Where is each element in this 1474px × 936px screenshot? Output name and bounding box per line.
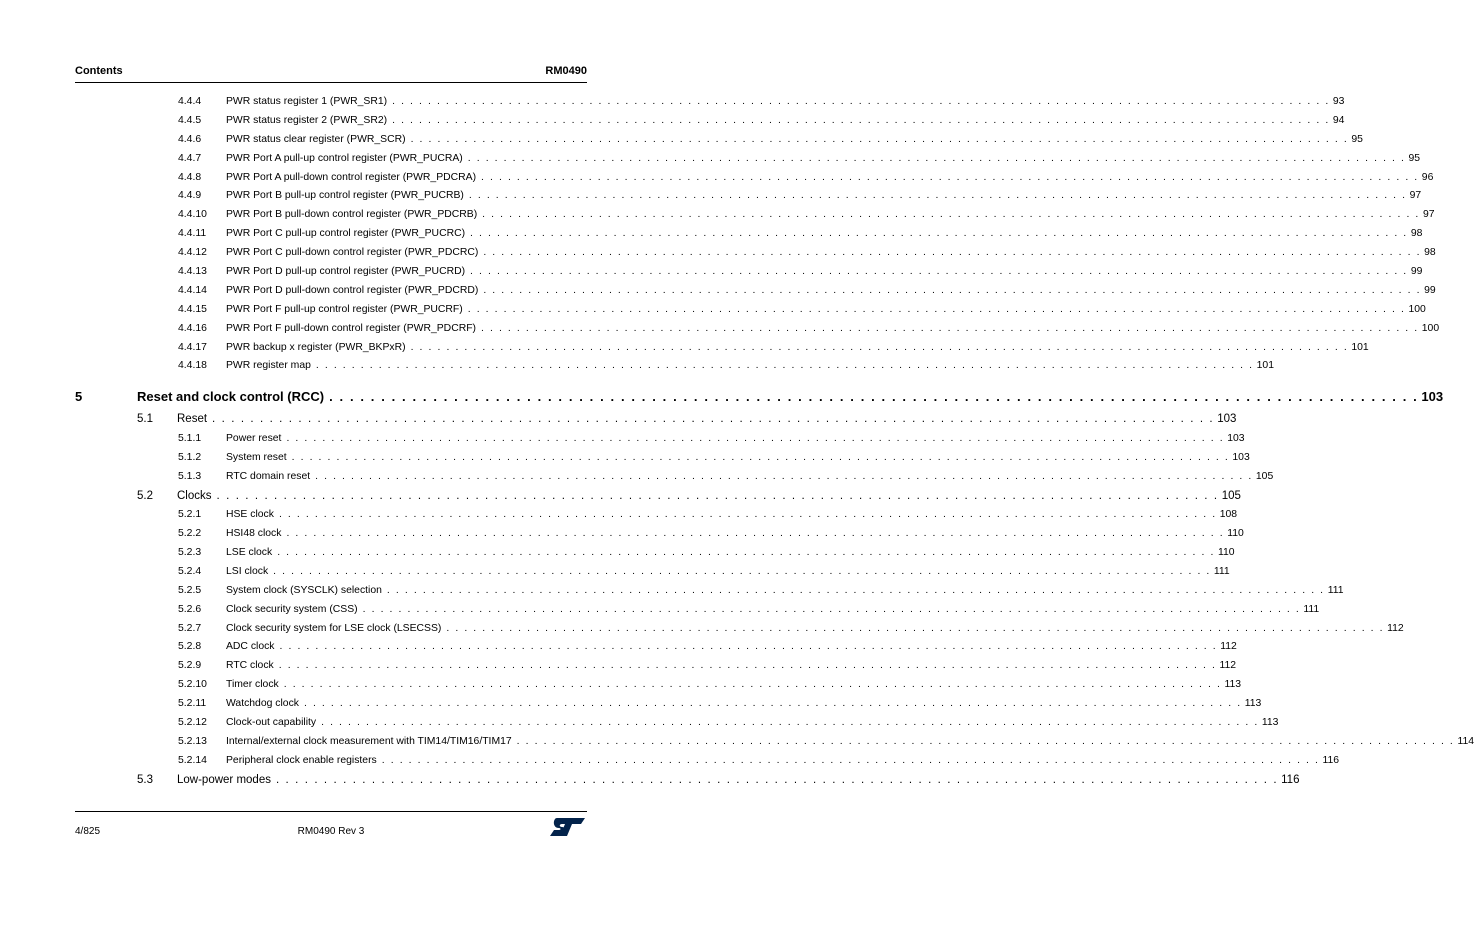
toc-entry-page: 103 [1227,432,1245,444]
toc-entry[interactable] [0,717,1279,736]
toc-entry[interactable] [0,565,1230,585]
toc-entry[interactable] [0,284,1436,304]
toc-entry-page: 95 [1351,133,1363,145]
toc-entry-title: PWR Port F pull-down control register (PWR_PDCRF) [226,322,477,334]
toc-entry-number: 4.4.17 [178,341,207,353]
toc-entry-page: 103 [1421,389,1444,405]
toc-entry[interactable] [0,171,1434,191]
toc-entry[interactable] [0,360,1274,379]
toc-entry-number: 4.4.13 [178,266,207,278]
toc-entry-page: 113 [1224,679,1242,691]
toc-dot-leader [273,566,1211,577]
toc-entry-page: 105 [1221,489,1241,502]
toc-entry-title: PWR backup x register (PWR_BKPxR) [226,341,406,353]
toc-entry-number: 4.4.9 [178,190,202,202]
toc-entry[interactable] [0,209,1435,228]
toc-entry-title: Clock security system (CSS) [226,603,358,615]
toc-entry-page: 101 [1351,341,1369,353]
header-divider [75,82,587,83]
toc-entry-page: 94 [1332,114,1345,126]
toc-dot-leader [329,389,1418,404]
toc-entry[interactable] [0,641,1237,660]
toc-entry-number: 4.4.18 [178,360,207,372]
toc-dot-leader [286,528,1224,539]
toc-entry-page: 112 [1219,660,1237,672]
toc-entry-number: 5.1.3 [178,470,202,482]
toc-entry-title: System clock (SYSCLK) selection [226,584,382,596]
header-section-title: Contents [75,65,123,77]
toc-dot-leader [411,342,1349,353]
toc-entry-title: PWR Port A pull-up control register (PWR_PUCRA) [226,152,463,164]
toc-entry-page: 99 [1410,266,1423,278]
toc-entry[interactable] [0,432,1245,452]
toc-entry-title: RTC domain reset [226,470,311,482]
toc-dot-leader [217,490,1219,502]
toc-entry-page: 96 [1421,171,1434,183]
toc-entry-title: ADC clock [226,641,275,653]
toc-dot-leader [363,604,1301,615]
toc-entry-title: PWR Port C pull-up control register (PWR_PUCRC) [226,228,466,240]
toc-dot-leader [481,323,1419,334]
toc-entry[interactable] [0,489,1241,510]
toc-dot-leader [316,360,1254,371]
toc-dot-leader [411,134,1349,145]
toc-entry-page: 108 [1219,509,1238,521]
toc-entry-page: 114 [1457,735,1474,747]
toc-entry-page: 110 [1217,547,1235,558]
toc-entry-number: 4.4.11 [178,228,207,240]
toc-entry-page: 103 [1232,451,1250,463]
toc-entry-page: 116 [1281,773,1300,786]
toc-dot-leader [446,623,1384,634]
toc-dot-leader [276,774,1278,786]
toc-entry-number: 4.4.5 [178,114,202,126]
toc-entry-number: 4.4.12 [178,247,207,259]
toc-entry-title: Timer clock [226,679,279,691]
toc-entry[interactable] [0,622,1404,642]
toc-entry[interactable] [0,754,1340,774]
toc-entry[interactable] [0,114,1345,134]
toc-dot-leader [279,660,1217,671]
toc-dot-leader [382,755,1320,766]
toc-entry-page: 97 [1409,190,1422,202]
toc-entry-number: 5.2.3 [178,547,202,558]
toc-entry-number: 4.4.10 [178,209,207,221]
toc-entry-title: Clock security system for LSE clock (LSECSS) [226,622,442,634]
toc-entry-page: 113 [1244,698,1262,710]
toc-entry-page: 95 [1408,152,1421,164]
toc-entry[interactable] [0,735,1474,755]
toc-entry[interactable] [0,509,1238,528]
toc-entry-number: 5.2.9 [178,660,202,672]
toc-entry-title: Clocks [177,489,212,502]
toc-entry[interactable] [0,322,1440,342]
toc-entry-page: 98 [1424,247,1436,259]
toc-entry-page: 98 [1410,228,1423,240]
toc-entry-number: 5.2.2 [178,528,202,540]
toc-dot-leader [292,452,1230,463]
toc-entry-number: 5.1.1 [178,432,202,444]
toc-entry-title: LSE clock [226,547,273,558]
toc-entry[interactable] [0,389,1444,413]
toc-entry-number: 5.2.12 [178,717,207,729]
toc-entry-page: 103 [1217,413,1237,426]
toc-dot-leader [304,698,1242,709]
toc-entry-title: PWR Port F pull-up control register (PWR_PUCRF) [226,303,463,315]
toc-entry[interactable] [0,341,1369,361]
toc-entry[interactable] [0,698,1262,717]
toc-entry-page: 105 [1255,470,1274,482]
toc-entry[interactable] [0,528,1244,547]
toc-dot-leader [481,172,1419,183]
toc-entry-title: Low-power modes [177,773,271,786]
footer-doc-ref: RM0490 Rev 3 [297,826,365,837]
toc-entry-number: 5.2.8 [178,641,202,653]
toc-entry[interactable] [0,228,1423,247]
toc-entry-page: 100 [1408,303,1426,315]
toc-entry[interactable] [0,96,1345,115]
toc-dot-leader [392,96,1330,107]
toc-entry-title: System reset [226,451,287,463]
toc-entry-number: 5.2.13 [178,735,207,747]
toc-dot-leader [315,471,1253,482]
toc-entry-number: 5.2.10 [178,679,207,691]
toc-entry-number: 4.4.7 [178,152,202,164]
toc-dot-leader [279,509,1217,520]
toc-entry-title: PWR status clear register (PWR_SCR) [226,133,406,145]
toc-dot-leader [277,547,1215,558]
toc-entry-page: 116 [1322,754,1340,766]
toc-entry[interactable] [0,133,1363,153]
toc-entry[interactable] [0,152,1421,172]
toc-entry[interactable] [0,547,1235,566]
toc-entry-title: PWR Port C pull-down control register (PWR_PDCRC) [226,247,479,259]
table-of-contents [0,96,1474,793]
toc-entry-number: 4.4.8 [178,171,202,183]
toc-entry[interactable] [0,679,1242,698]
toc-entry-page: 111 [1213,565,1230,577]
toc-dot-leader [468,153,1406,164]
toc-entry-title: Reset [177,413,208,426]
toc-dot-leader [212,413,1214,425]
toc-entry-page: 101 [1256,360,1274,372]
toc-entry-number: 5.2.5 [178,584,202,596]
toc-entry-number: 5.2.6 [178,603,202,615]
toc-dot-leader [470,228,1408,239]
toc-entry[interactable] [0,266,1423,285]
toc-entry[interactable] [0,660,1237,679]
toc-dot-leader [284,679,1222,690]
toc-entry-title: PWR Port B pull-down control register (PWR_PDCRB) [226,209,478,221]
toc-entry[interactable] [0,413,1237,433]
toc-entry-title: PWR status register 1 (PWR_SR1) [226,96,388,107]
toc-entry-number: 5.1 [137,413,153,426]
toc-entry-page: 110 [1227,528,1244,540]
toc-dot-leader [483,285,1421,296]
toc-dot-leader [387,585,1325,596]
toc-entry-number: 5 [75,389,83,405]
toc-entry-page: 100 [1421,322,1440,334]
footer-divider [75,811,587,812]
toc-entry-title: PWR Port D pull-down control register (PWR_PDCRD) [226,284,479,296]
toc-entry-number: 5.2.1 [178,509,202,521]
toc-entry-page: 112 [1387,622,1404,634]
toc-dot-leader [470,266,1408,277]
toc-entry-page: 93 [1332,96,1345,107]
toc-entry[interactable] [0,303,1426,323]
toc-entry-title: Power reset [226,432,282,444]
toc-entry-number: 4.4.16 [178,322,207,334]
toc-dot-leader [321,717,1259,728]
toc-entry-title: LSI clock [226,565,269,577]
toc-entry-title: PWR Port D pull-up control register (PWR_PUCRD) [226,266,466,278]
toc-entry-page: 97 [1422,209,1435,221]
toc-entry-title: PWR Port B pull-up control register (PWR_PUCRB) [226,190,464,202]
toc-dot-leader [517,736,1455,747]
toc-entry-title: Watchdog clock [226,698,299,710]
toc-entry-title: PWR status register 2 (PWR_SR2) [226,114,388,126]
toc-dot-leader [286,433,1224,444]
toc-entry-number: 4.4.6 [178,133,202,145]
toc-dot-leader [392,115,1330,126]
toc-entry-title: PWR register map [226,360,311,372]
toc-dot-leader [469,190,1407,201]
toc-entry-title: PWR Port A pull-down control register (PWR_PDCRA) [226,171,477,183]
toc-entry-title: RTC clock [226,660,274,672]
toc-entry-number: 5.2.11 [178,698,207,710]
toc-dot-leader [483,247,1421,258]
toc-entry[interactable] [0,603,1320,623]
toc-entry-number: 4.4.15 [178,303,207,315]
toc-entry-page: 111 [1303,603,1320,615]
toc-entry-page: 113 [1261,717,1279,729]
st-logo-icon [548,815,588,839]
toc-entry-title: Clock-out capability [226,717,317,729]
toc-entry-page: 112 [1220,641,1237,653]
toc-entry-number: 5.2.14 [178,754,207,766]
toc-entry-page: 111 [1327,584,1344,596]
toc-entry-number: 5.2 [137,489,153,502]
toc-dot-leader [482,209,1420,220]
toc-entry-number: 5.2.4 [178,565,202,577]
toc-entry-title: Internal/external clock measurement with TIM14/TIM16/TIM17 [226,735,512,747]
footer-page-number: 4/825 [75,826,101,837]
toc-entry-number: 5.3 [137,773,153,786]
toc-entry-number: 4.4.14 [178,284,207,296]
toc-entry-title: Reset and clock control (RCC) [137,389,325,405]
toc-entry[interactable] [0,451,1250,471]
toc-dot-leader [468,304,1406,315]
toc-entry-number: 5.1.2 [178,451,202,463]
toc-entry[interactable] [0,190,1422,209]
toc-entry-title: Peripheral clock enable registers [226,754,377,766]
toc-entry-number: 4.4.4 [178,96,202,107]
toc-entry-number: 5.2.7 [178,622,202,634]
toc-entry[interactable] [0,247,1436,266]
toc-entry-title: HSE clock [226,509,274,521]
toc-entry-page: 99 [1424,284,1436,296]
toc-entry[interactable] [0,470,1274,490]
toc-dot-leader [280,641,1218,652]
toc-entry[interactable] [0,584,1344,604]
header-doc-id: RM0490 [545,65,587,77]
toc-entry[interactable] [0,773,1300,794]
toc-entry-title: HSI48 clock [226,528,282,540]
